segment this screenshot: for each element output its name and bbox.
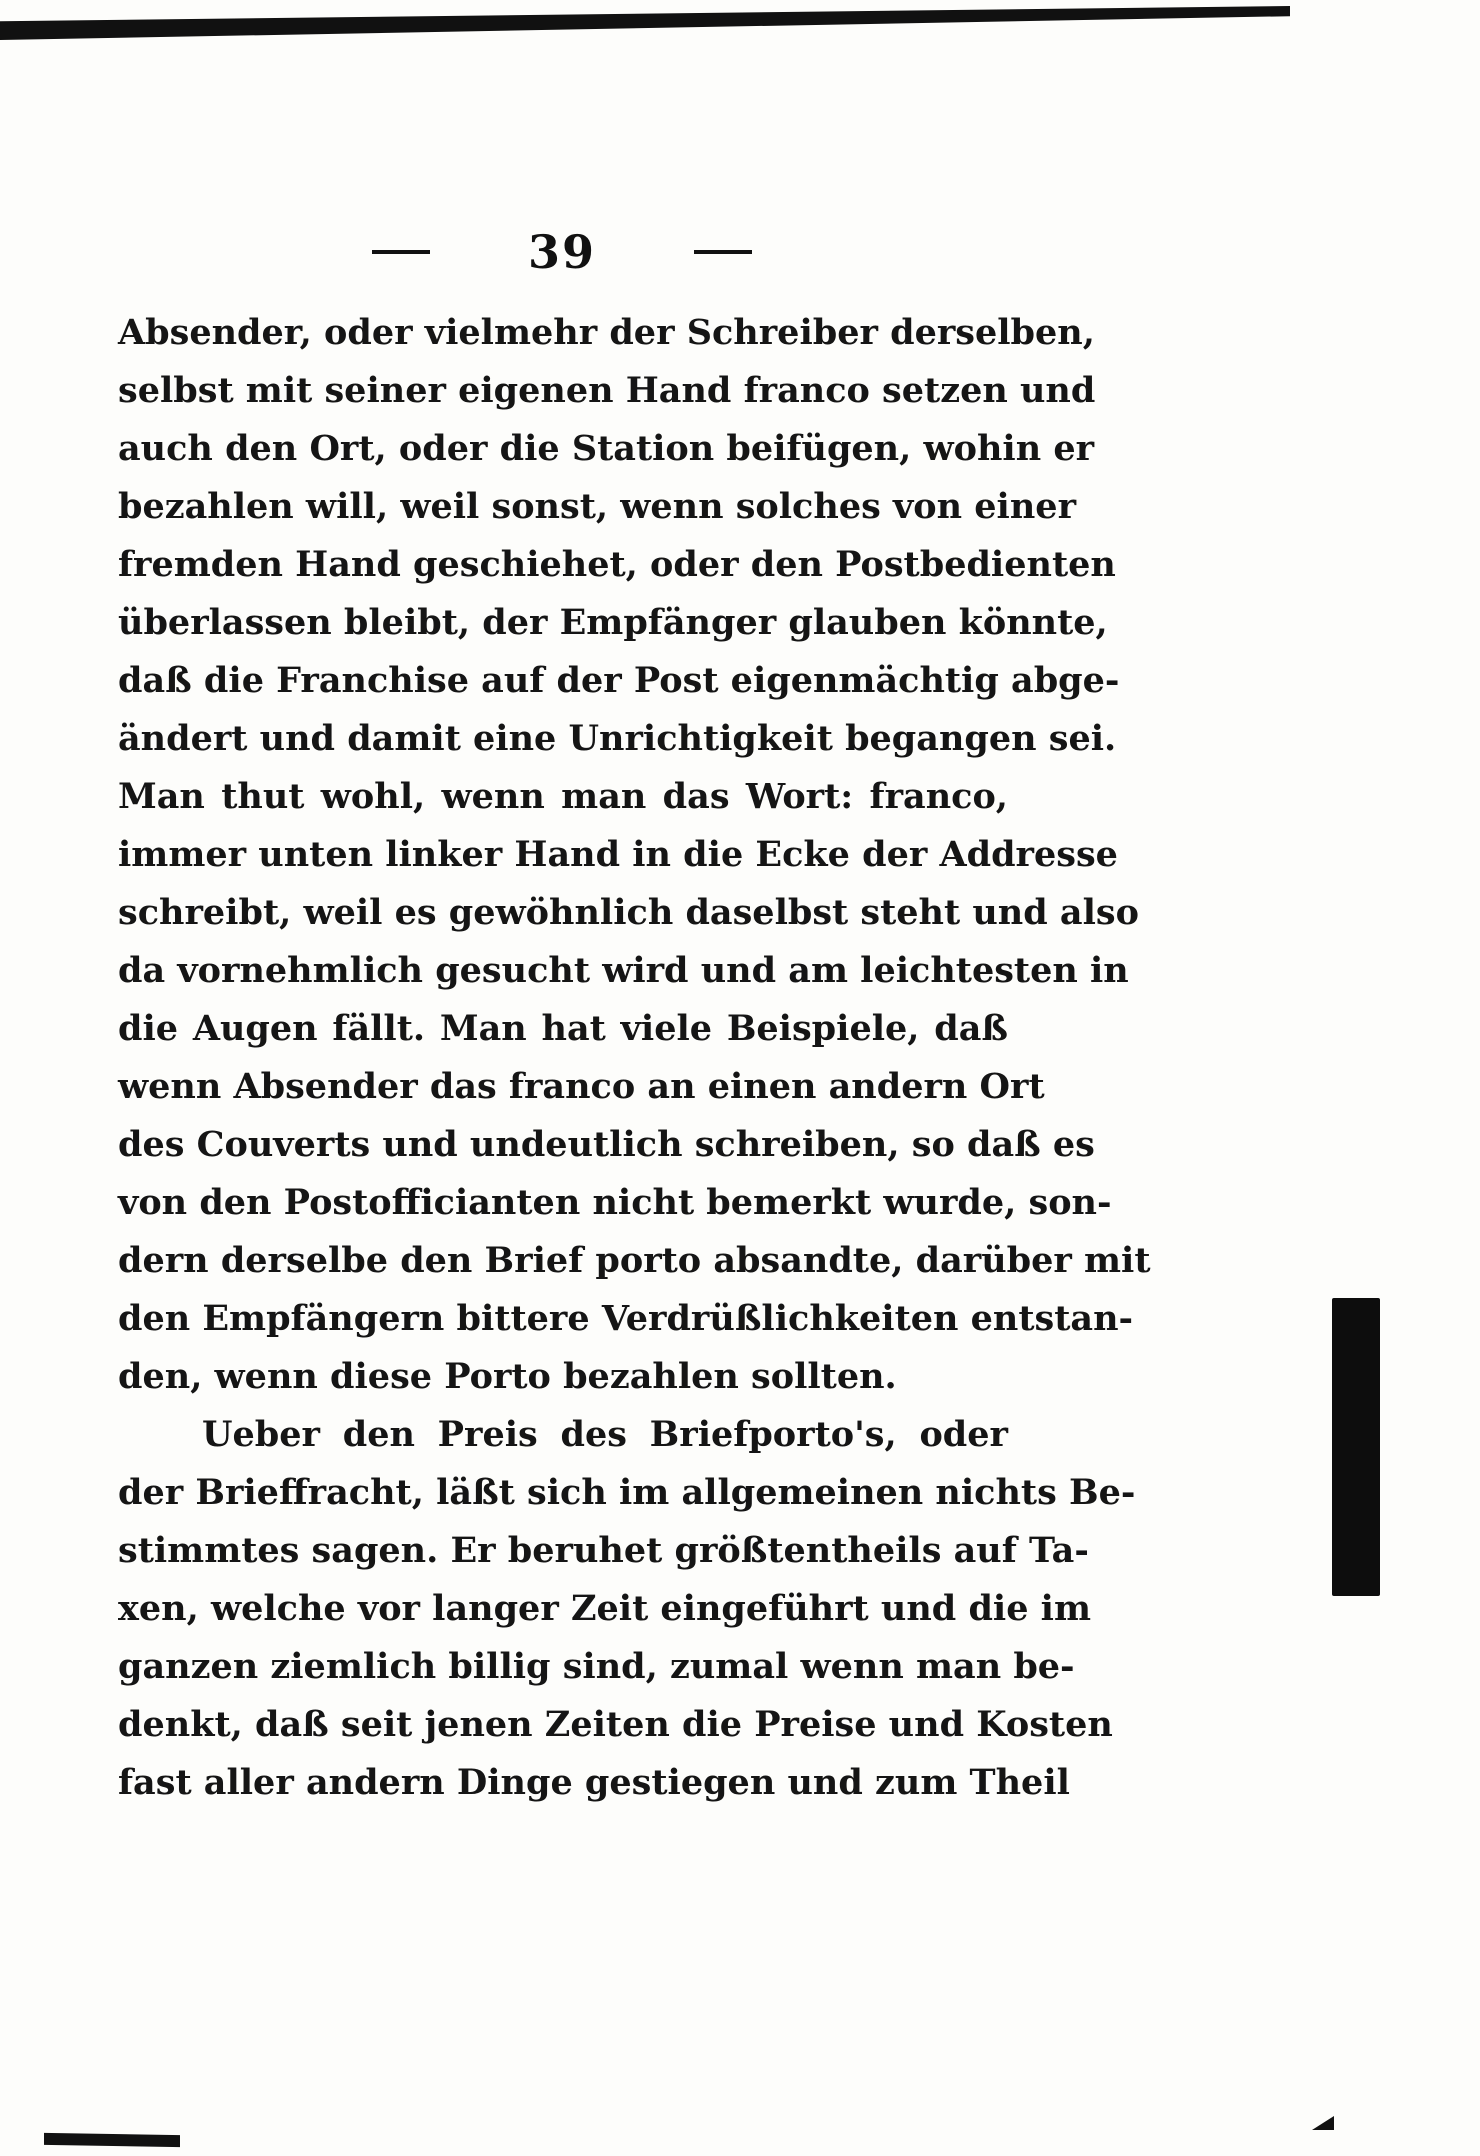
scan-margin-mark (1332, 1298, 1380, 1596)
page-number: 39 (527, 225, 596, 279)
paragraph-2 (118, 1406, 1136, 1812)
text-line: dern derselbe den Brief porto absandte, darüber mit (118, 1240, 1151, 1281)
text-line: der Brieffracht, läßt sich im allgemeinen nichts Be- (118, 1472, 1136, 1513)
text-line: schreibt, weil es gewöhnlich daselbst steht und also (118, 892, 1139, 933)
text-line: überlassen bleibt, der Empfänger glauben könnte, (118, 602, 1108, 643)
text-line: Ueber den Preis des Briefporto's, oder (202, 1414, 1008, 1455)
header-dash-left (372, 250, 430, 254)
text-line: Absender, oder vielmehr der Schreiber derselben, (118, 312, 1095, 353)
text-line: von den Postofficianten nicht bemerkt wurde, son- (118, 1182, 1112, 1223)
text-line: ändert und damit eine Unrichtigkeit begangen sei. (118, 718, 1117, 759)
body-text (118, 304, 1151, 1812)
scan-corner-mark (1312, 2116, 1334, 2130)
text-line: den Empfängern bittere Verdrüßlichkeiten entstan- (118, 1298, 1134, 1339)
text-line: Man thut wohl, wenn man das Wort: franco, (118, 776, 1008, 817)
text-line: ganzen ziemlich billig sind, zumal wenn man be- (118, 1646, 1075, 1687)
text-line: denkt, daß seit jenen Zeiten die Preise und Kosten (118, 1704, 1113, 1745)
text-line: auch den Ort, oder die Station beifügen, wohin er (118, 428, 1095, 469)
text-line: immer unten linker Hand in die Ecke der Addresse (118, 834, 1118, 875)
paragraph-1 (118, 304, 1151, 1406)
text-line: den, wenn diese Porto bezahlen sollten. (118, 1356, 897, 1397)
text-line: fremden Hand geschiehet, oder den Postbedienten (118, 544, 1116, 585)
text-line: wenn Absender das franco an einen andern Ort (118, 1066, 1045, 1107)
text-line: xen, welche vor langer Zeit eingeführt und die im (118, 1588, 1092, 1629)
text-line: daß die Franchise auf der Post eigenmächtig abge- (118, 660, 1120, 701)
text-line: bezahlen will, weil sonst, wenn solches von einer (118, 486, 1077, 527)
text-line: selbst mit seiner eigenen Hand franco setzen und (118, 370, 1096, 411)
text-line: fast aller andern Dinge gestiegen und zum Theil (118, 1762, 1070, 1803)
text-line: die Augen fällt. Man hat viele Beispiele, daß (118, 1008, 1008, 1049)
page-header (372, 222, 752, 282)
scan-edge-shadow (0, 6, 1290, 40)
header-dash-right (694, 250, 752, 254)
text-line: des Couverts und undeutlich schreiben, so daß es (118, 1124, 1095, 1165)
scan-edge-shadow-bottom (44, 2133, 180, 2147)
text-line: da vornehmlich gesucht wird und am leichtesten in (118, 950, 1129, 991)
text-line: stimmtes sagen. Er beruhet größtentheils auf Ta- (118, 1530, 1089, 1571)
